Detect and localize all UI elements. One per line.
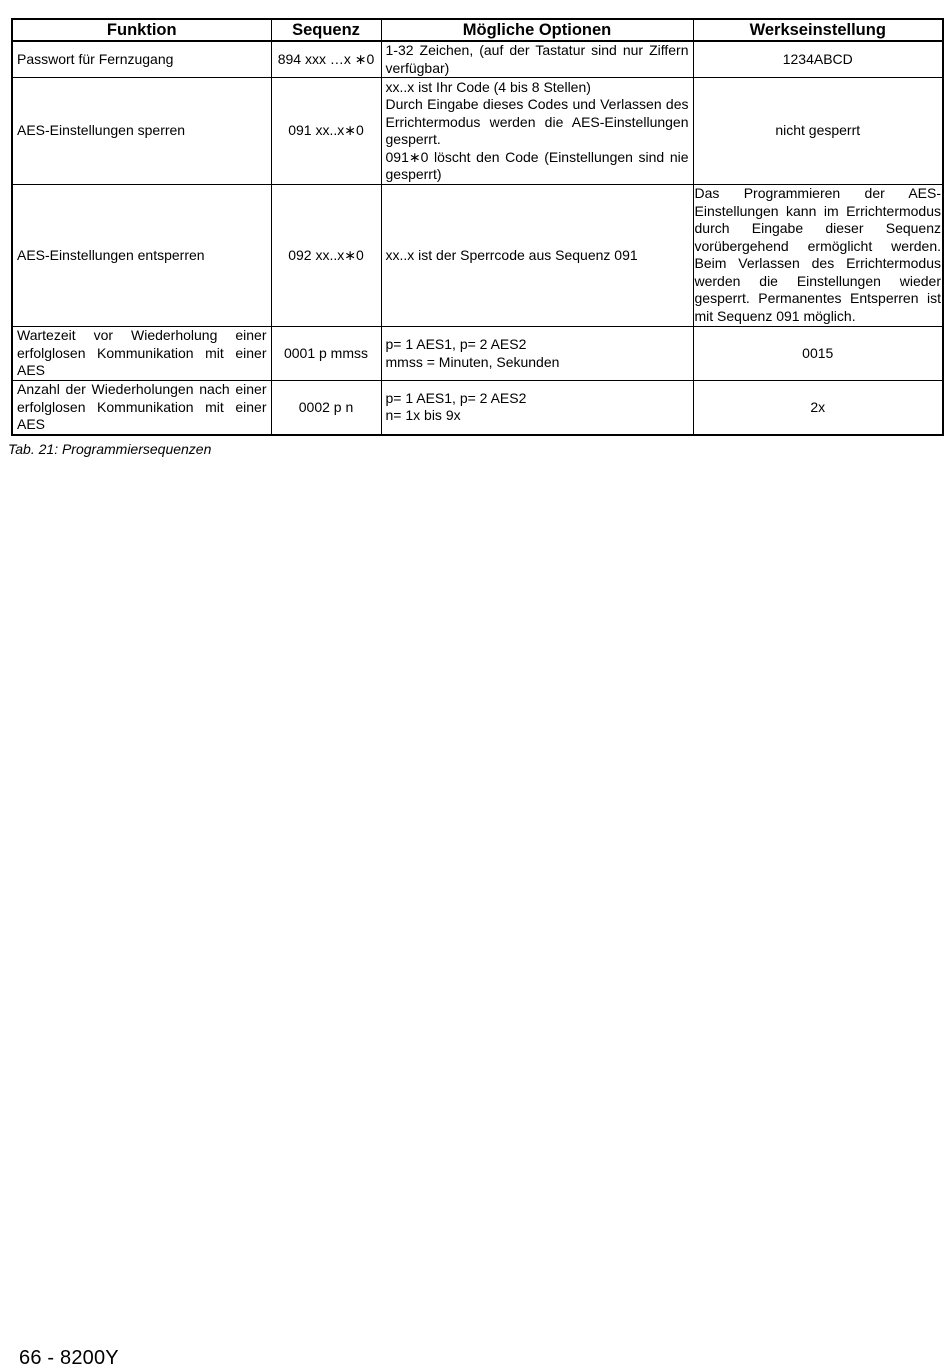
page-footer: 66 - 8200Y [19,1347,119,1369]
cell-funktion: Wartezeit vor Wiederholung einer erfolglosen Kommunikation mit einer AES [12,327,271,381]
table-row [12,41,943,78]
programming-sequence-table [11,18,944,436]
cell-werkseinstellung: Das Programmieren der AES-Einstellungen kann im Errichtermodus durch Eingabe dieser Sequenz vorübergehend ermöglicht werden. Beim Verlassen des Errichtermodus werden die Einstellungen wieder gesperrt. Permanentes Entsperren ist mit Sequenz 091 möglich. [693,185,943,327]
cell-funktion: Anzahl der Wiederholungen nach einer erfolglosen Kommunikation mit einer AES [12,381,271,435]
cell-optionen [381,41,693,78]
cell-sequenz: 091 xx..x∗0 [271,78,381,185]
option-line: 1-32 Zeichen, (auf der Tastatur sind nur Ziffern verfügbar) [385,42,689,76]
option-line: p= 1 AES1, p= 2 AES2 [385,389,527,406]
option-line: n= 1x bis 9x [385,407,461,424]
header-optionen: Mögliche Optionen [381,19,693,41]
cell-werkseinstellung: 1234ABCD [693,41,943,78]
cell-optionen [381,185,693,327]
cell-optionen [381,327,693,381]
option-line: mmss = Minuten, Sekunden [385,353,560,370]
option-line: xx..x ist der Sperrcode aus Sequenz 091 [385,246,638,263]
header-funktion: Funktion [12,19,271,41]
option-line: xx..x ist Ihr Code (4 bis 8 Stellen) [385,78,591,95]
cell-sequenz: 894 xxx …x ∗0 [271,41,381,78]
header-sequenz: Sequenz [271,19,381,41]
cell-werkseinstellung: 2x [693,381,943,435]
cell-optionen [381,381,693,435]
option-line: Durch Eingabe dieses Codes und Verlassen des Errichtermodus werden die AES-Einstellungen gesperrt. [385,96,689,147]
cell-werkseinstellung: nicht gesperrt [693,78,943,185]
table-row [12,185,943,327]
table-caption: Tab. 21: Programmiersequenzen [8,441,212,457]
cell-optionen [381,78,693,185]
cell-funktion: AES-Einstellungen sperren [12,78,271,185]
cell-werkseinstellung: 0015 [693,327,943,381]
cell-sequenz: 092 xx..x∗0 [271,185,381,327]
table-header-row [12,19,943,41]
option-line: p= 1 AES1, p= 2 AES2 [385,336,527,352]
cell-funktion: AES-Einstellungen entsperren [12,185,271,327]
cell-funktion: Passwort für Fernzugang [12,41,271,78]
table-row [12,78,943,185]
cell-sequenz: 0001 p mmss [271,327,381,381]
cell-sequenz: 0002 p n [271,381,381,435]
table-row [12,381,943,435]
table-row [12,327,943,381]
option-line: 091∗0 löscht den Code (Einstellungen sind nie gesperrt) [385,148,689,182]
header-werkseinstellung: Werkseinstellung [693,19,943,41]
